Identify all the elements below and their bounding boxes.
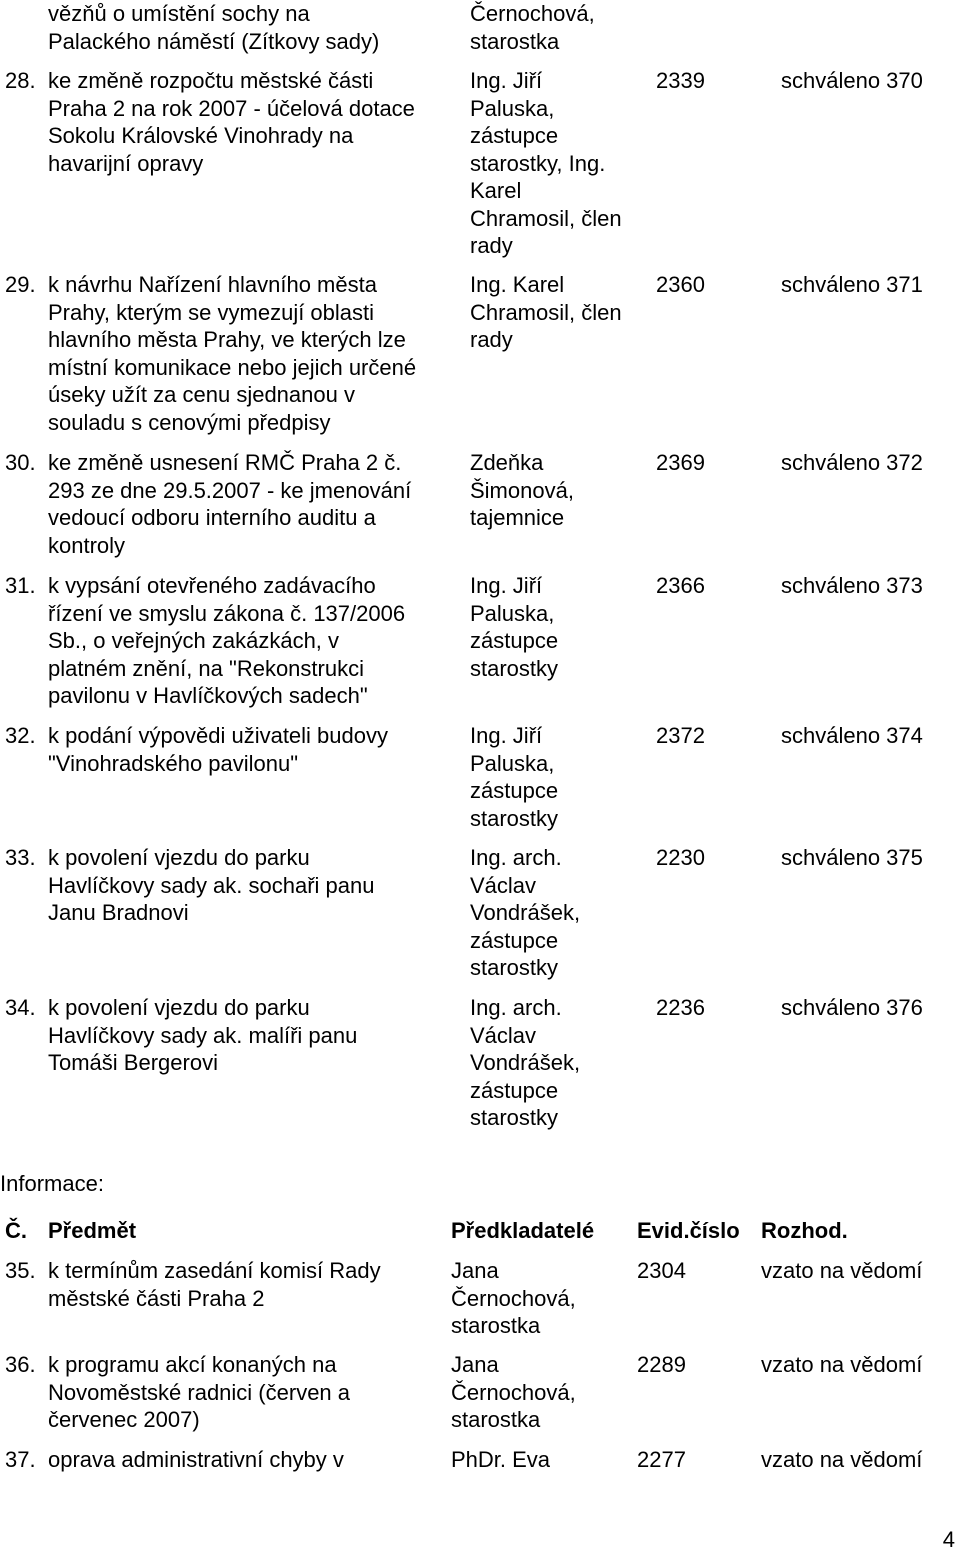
item-result: vzato na vědomí	[761, 1352, 923, 1377]
item-submitter: PhDr. Eva	[451, 1447, 551, 1472]
item-submitter: Zdeňka Šimonová, tajemnice	[470, 450, 574, 530]
item-number: 30.	[5, 450, 36, 475]
item-result: schváleno 371	[781, 272, 923, 297]
item-result: schváleno 374	[781, 723, 923, 748]
item-submitter: Jana Černochová, starostka	[451, 1352, 576, 1432]
item-evid-number: 2339	[656, 68, 705, 93]
item-number: 35.	[5, 1258, 36, 1283]
item-result: schváleno 376	[781, 995, 923, 1020]
item-result: schváleno 370	[781, 68, 923, 93]
item-subject: k termínům zasedání komisí Rady městské části Praha 2	[48, 1258, 381, 1311]
header-submitter: Předkladatelé	[451, 1218, 595, 1243]
item-number: 36.	[5, 1352, 36, 1377]
item-submitter: Černochová, starostka	[470, 1, 595, 54]
item-number: 29.	[5, 272, 36, 297]
item-evid-number: 2372	[656, 723, 705, 748]
item-subject: k programu akcí konaných na Novoměstské radnici (červen a červenec 2007)	[48, 1352, 351, 1432]
item-submitter: Ing. arch. Václav Vondrášek, zástupce starostky	[470, 995, 581, 1130]
item-evid-number: 2230	[656, 845, 705, 870]
item-subject: oprava administrativní chyby v	[48, 1447, 344, 1472]
item-subject: ke změně rozpočtu městské části Praha 2 na rok 2007 - účelová dotace Sokolu Královské Vinohrady na havarijní opravy	[48, 68, 415, 176]
item-subject: k vypsání otevřeného zadávacího řízení ve smyslu zákona č. 137/2006 Sb., o veřejných zakázkách, v platném znění, na "Rekonstrukci pavilonu v Havlíčkových sadech"	[48, 573, 406, 708]
item-subject: k povolení vjezdu do parku Havlíčkovy sady ak. sochaři panu Janu Bradnovi	[48, 845, 375, 925]
header-result: Rozhod.	[761, 1218, 848, 1243]
item-subject: k podání výpovědi uživateli budovy "Vinohradského pavilonu"	[48, 723, 388, 776]
item-submitter: Ing. Karel Chramosil, člen rady	[470, 272, 622, 352]
item-number: 37.	[5, 1447, 36, 1472]
header-subject: Předmět	[48, 1218, 137, 1243]
section-title: Informace:	[0, 1171, 104, 1196]
item-subject: ke změně usnesení RMČ Praha 2 č. 293 ze dne 29.5.2007 - ke jmenování vedoucí odboru interního auditu a kontroly	[48, 450, 412, 558]
item-evid-number: 2304	[637, 1258, 686, 1283]
page-number: 4	[942, 1527, 955, 1552]
item-evid-number: 2289	[637, 1352, 686, 1377]
item-result: vzato na vědomí	[761, 1447, 923, 1472]
item-submitter: Ing. Jiří Paluska, zástupce starostky, Ing. Karel Chramosil, člen rady	[470, 68, 622, 258]
item-evid-number: 2369	[656, 450, 705, 475]
item-number: 28.	[5, 68, 36, 93]
item-subject: k povolení vjezdu do parku Havlíčkovy sady ak. malíři panu Tomáši Bergerovi	[48, 995, 358, 1075]
item-subject: vězňů o umístění sochy na Palackého náměstí (Zítkovy sady)	[48, 1, 380, 54]
item-result: vzato na vědomí	[761, 1258, 923, 1283]
header-evid-number: Evid.číslo	[637, 1218, 740, 1243]
item-result: schváleno 372	[781, 450, 923, 475]
item-evid-number: 2360	[656, 272, 705, 297]
item-submitter: Jana Černochová, starostka	[451, 1258, 576, 1338]
item-submitter: Ing. Jiří Paluska, zástupce starostky	[470, 723, 559, 831]
item-submitter: Ing. Jiří Paluska, zástupce starostky	[470, 573, 559, 681]
item-result: schváleno 373	[781, 573, 923, 598]
item-number: 34.	[5, 995, 36, 1020]
item-evid-number: 2277	[637, 1447, 686, 1472]
header-number: Č.	[5, 1218, 27, 1243]
item-number: 33.	[5, 845, 36, 870]
item-evid-number: 2236	[656, 995, 705, 1020]
item-result: schváleno 375	[781, 845, 923, 870]
item-subject: k návrhu Nařízení hlavního města Prahy, kterým se vymezují oblasti hlavního města Prahy, ve kterých lze místní komunikace nebo jejich určené úseky užít za cenu sjednanou v souladu s cenovými předpisy	[48, 272, 417, 435]
item-number: 32.	[5, 723, 36, 748]
item-evid-number: 2366	[656, 573, 705, 598]
item-number: 31.	[5, 573, 36, 598]
item-submitter: Ing. arch. Václav Vondrášek, zástupce starostky	[470, 845, 581, 980]
